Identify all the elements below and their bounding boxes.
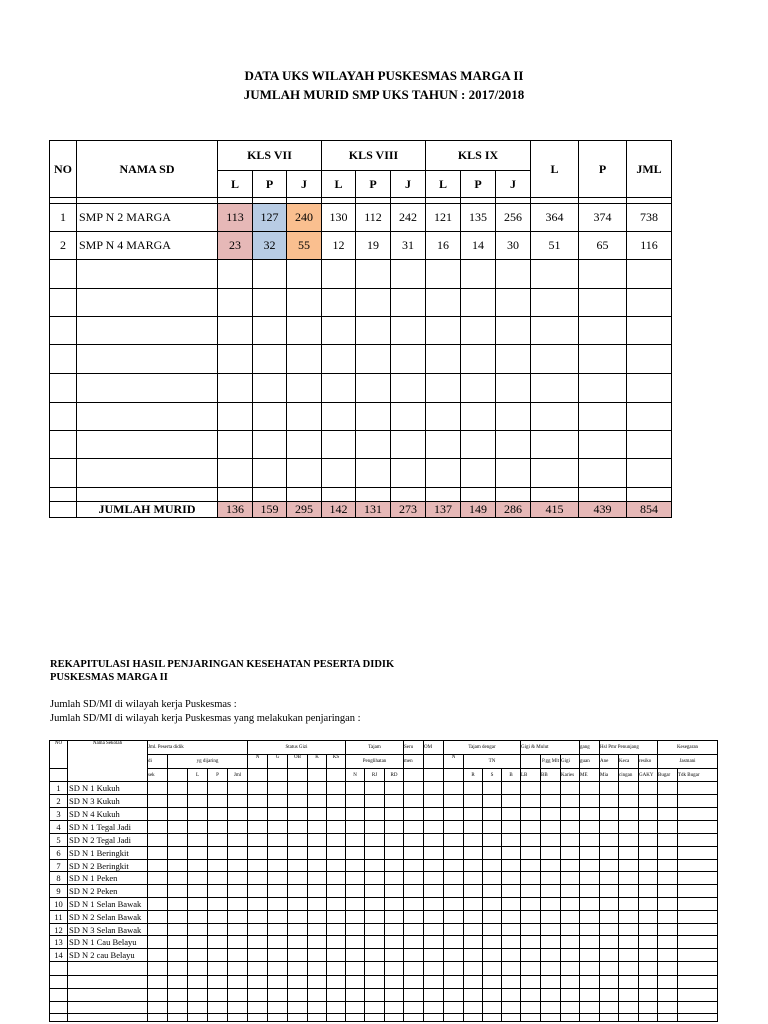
recap-line-total-schools: Jumlah SD/MI di wilayah kerja Puskesmas :: [50, 699, 237, 710]
rekap-h-gigi-mulut: Gigi & Mulut: [521, 741, 580, 755]
recap-school-row: [50, 936, 718, 949]
count-cell: 130: [322, 204, 356, 232]
total-cell: 415: [531, 502, 579, 518]
rekap-h-ane: Ane: [600, 755, 619, 769]
count-cell: 51: [531, 232, 579, 260]
header-ix-p: P: [461, 171, 496, 198]
recap-school-row: [50, 795, 718, 808]
header-viii-p: P: [356, 171, 391, 198]
recap-line-screened-schools: Jumlah SD/MI di wilayah kerja Puskesmas yang melakukan penjaringan :: [50, 713, 361, 724]
header-nama-sd: NAMA SD: [77, 141, 218, 198]
recap-school-name: SD N 4 Kukuh: [68, 808, 148, 821]
recap-school-name: SD N 2 Tegal Jadi: [68, 834, 148, 847]
rekap-h-jml-peserta: Jml. Peserta didik: [148, 741, 248, 755]
recap-school-row: [50, 885, 718, 898]
rekap-h-jml: Jml: [228, 769, 248, 782]
recap-row-number: 11: [50, 911, 68, 924]
total-cell: 149: [461, 502, 496, 518]
rekap-h-tajam: Tajam: [346, 741, 404, 755]
rekap-h-td-n: N: [444, 755, 464, 769]
school-name: SMP N 2 MARGA: [77, 204, 218, 232]
header-ix-j: J: [496, 171, 531, 198]
recap-row-number: 8: [50, 872, 68, 885]
header-jml: JML: [627, 141, 672, 198]
rekap-h-gaky: GAKY: [639, 769, 658, 782]
count-cell: 738: [627, 204, 672, 232]
rekap-h-hsl-penunjang: Hsl Pmr Penunjang: [600, 741, 658, 755]
empty-row: [50, 403, 672, 431]
recap-school-name: SD N 3 Kukuh: [68, 795, 148, 808]
recap-empty-row: [50, 1014, 718, 1022]
count-cell: 256: [496, 204, 531, 232]
recap-school-row: [50, 821, 718, 834]
count-cell: 14: [461, 232, 496, 260]
rekap-h-sek: sek: [148, 769, 168, 782]
count-cell: 16: [426, 232, 461, 260]
recap-row-number: 13: [50, 936, 68, 949]
count-cell: 32: [253, 232, 287, 260]
total-cell: 142: [322, 502, 356, 518]
rekap-h-ks: KS: [327, 755, 346, 769]
school-row: [50, 232, 672, 260]
total-cell: 131: [356, 502, 391, 518]
count-cell: 65: [579, 232, 627, 260]
recap-empty-row: [50, 962, 718, 976]
rekap-h-status-gizi: Status Gizi: [248, 741, 346, 755]
recap-row-number: 14: [50, 949, 68, 962]
recap-school-row: [50, 949, 718, 962]
rekap-h-s: S: [483, 769, 502, 782]
total-cell: 286: [496, 502, 531, 518]
rekap-h-rj: RJ: [365, 769, 385, 782]
count-cell: 242: [391, 204, 426, 232]
recap-empty-row: [50, 976, 718, 989]
recap-empty-row: [50, 989, 718, 1002]
recap-school-name: SD N 2 Beringkit: [68, 860, 148, 872]
count-cell: 113: [218, 204, 253, 232]
rekap-h-p: P: [208, 769, 228, 782]
recap-row-number: 3: [50, 808, 68, 821]
rekap-h-penglihatan: Penglihatan: [346, 755, 404, 769]
empty-row: [50, 459, 672, 488]
count-cell: 116: [627, 232, 672, 260]
rekap-h-g: G: [268, 755, 288, 769]
rekap-h-n: N: [248, 755, 268, 769]
rekap-h-r: R: [464, 769, 483, 782]
count-cell: 31: [391, 232, 426, 260]
rekap-h-lb: LB: [521, 769, 541, 782]
header-viii-l: L: [322, 171, 356, 198]
rekap-h-nama: Nama Sekolah: [68, 741, 148, 782]
rekap-h-b: B: [502, 769, 521, 782]
document-title: DATA UKS WILAYAH PUSKESMAS MARGA II: [244, 68, 524, 83]
recap-row-number: 7: [50, 860, 68, 872]
header-kls-vii: KLS VII: [218, 141, 322, 171]
header-vii-j: J: [287, 171, 322, 198]
empty-row: [50, 431, 672, 459]
student-count-table: [49, 140, 672, 518]
header-kls-viii: KLS VIII: [322, 141, 426, 171]
rekap-h-kesegaran: Kesegaran: [658, 741, 718, 755]
rekap-h-mia: Mia: [600, 769, 619, 782]
rekap-h-jasmani: Jasmani: [658, 755, 718, 769]
total-cell: 273: [391, 502, 426, 518]
rekap-h-bb: BB: [541, 769, 561, 782]
school-row: [50, 204, 672, 232]
recap-row-number: 4: [50, 821, 68, 834]
count-cell: 121: [426, 204, 461, 232]
rekap-h-bugar: Bugar: [658, 769, 678, 782]
rekap-h-pl-n: N: [346, 769, 365, 782]
recap-school-name: SD N 1 Kukuh: [68, 782, 148, 795]
rekap-h-resiko: resiko: [639, 755, 658, 769]
rekap-h-men: men: [404, 755, 424, 769]
school-name: SMP N 4 MARGA: [77, 232, 218, 260]
rekap-h-om: OM: [424, 741, 444, 755]
recap-school-row: [50, 782, 718, 795]
count-cell: 23: [218, 232, 253, 260]
count-cell: 112: [356, 204, 391, 232]
header-total-l: L: [531, 141, 579, 198]
rekap-h-tn: TN: [464, 755, 521, 769]
rekap-h-keca: Keca: [619, 755, 639, 769]
empty-row: [50, 374, 672, 403]
recap-school-row: [50, 860, 718, 872]
recap-row-number: 6: [50, 847, 68, 860]
total-cell: 137: [426, 502, 461, 518]
screening-recap-table: [49, 740, 718, 1022]
recap-school-name: SD N 1 Cau Belayu: [68, 936, 148, 949]
count-cell: 364: [531, 204, 579, 232]
header-vii-l: L: [218, 171, 253, 198]
rekap-h-guan: guan: [580, 755, 600, 769]
count-cell: 240: [287, 204, 322, 232]
recap-row-number: 5: [50, 834, 68, 847]
total-cell: 854: [627, 502, 672, 518]
rekap-h-me: ME: [580, 769, 600, 782]
count-cell: 19: [356, 232, 391, 260]
rekap-h-karies: Karies: [561, 769, 580, 782]
rekap-h-rd: RD: [385, 769, 404, 782]
recap-row-number: 2: [50, 795, 68, 808]
recap-school-row: [50, 911, 718, 924]
header-kls-ix: KLS IX: [426, 141, 531, 171]
row-number: 2: [50, 232, 77, 260]
count-cell: 55: [287, 232, 322, 260]
recap-school-name: SD N 2 cau Belayu: [68, 949, 148, 962]
rekap-h-pgg-mlt: P.gg Mlt: [541, 755, 561, 769]
row-number: 1: [50, 204, 77, 232]
recap-school-name: SD N 2 Selan Bawak: [68, 911, 148, 924]
count-cell: 30: [496, 232, 531, 260]
rekap-h-yg-dijaring: yg dijaring: [168, 755, 248, 769]
empty-row: [50, 488, 672, 502]
rekap-h-gigi: Gigi: [561, 755, 580, 769]
recap-empty-row: [50, 1002, 718, 1014]
recap-school-name: SD N 1 Tegal Jadi: [68, 821, 148, 834]
empty-row: [50, 260, 672, 289]
recap-school-row: [50, 847, 718, 860]
recap-school-name: SD N 2 Peken: [68, 885, 148, 898]
count-cell: 135: [461, 204, 496, 232]
total-label: JUMLAH MURID: [77, 502, 218, 518]
recap-row-number: 9: [50, 885, 68, 898]
recap-school-name: SD N 3 Selan Bawak: [68, 924, 148, 936]
empty-row: [50, 289, 672, 317]
rekap-h-seru: Seru: [404, 741, 424, 755]
header-total-p: P: [579, 141, 627, 198]
document-subtitle: JUMLAH MURID SMP UKS TAHUN : 2017/2018: [243, 87, 525, 102]
rekap-h-tajam-dengar: Tajam dengar: [444, 741, 521, 755]
rekap-h-di: di: [148, 755, 168, 769]
rekap-h-ob: OB: [288, 755, 308, 769]
recap-row-number: 10: [50, 898, 68, 911]
header-no: NO: [50, 141, 77, 198]
empty-row: [50, 345, 672, 374]
count-cell: 127: [253, 204, 287, 232]
recap-school-row: [50, 872, 718, 885]
header-viii-j: J: [391, 171, 426, 198]
empty-row: [50, 317, 672, 345]
rekap-h-tdk-bugar: Tdk Bugar: [678, 769, 718, 782]
total-cell: 439: [579, 502, 627, 518]
header-ix-l: L: [426, 171, 461, 198]
total-cell: 136: [218, 502, 253, 518]
total-row: [50, 502, 672, 518]
recap-heading: REKAPITULASI HASIL PENJARINGAN KESEHATAN PESERTA DIDIK: [50, 659, 395, 670]
recap-school-row: [50, 808, 718, 821]
total-cell: 295: [287, 502, 322, 518]
recap-school-name: SD N 1 Peken: [68, 872, 148, 885]
recap-school-row: [50, 924, 718, 936]
header-vii-p: P: [253, 171, 287, 198]
rekap-h-k: K: [308, 755, 327, 769]
recap-row-number: 12: [50, 924, 68, 936]
recap-school-row: [50, 898, 718, 911]
count-cell: 374: [579, 204, 627, 232]
recap-subheading: PUSKESMAS MARGA II: [50, 672, 168, 683]
recap-row-number: 1: [50, 782, 68, 795]
recap-school-name: SD N 1 Beringkit: [68, 847, 148, 860]
count-cell: 12: [322, 232, 356, 260]
rekap-h-l: L: [188, 769, 208, 782]
total-cell: 159: [253, 502, 287, 518]
rekap-h-cingan: cingan: [619, 769, 639, 782]
rekap-h-gang: gang: [580, 741, 600, 755]
rekap-h-no: NO: [50, 741, 68, 769]
recap-school-row: [50, 834, 718, 847]
recap-school-name: SD N 1 Selan Bawak: [68, 898, 148, 911]
